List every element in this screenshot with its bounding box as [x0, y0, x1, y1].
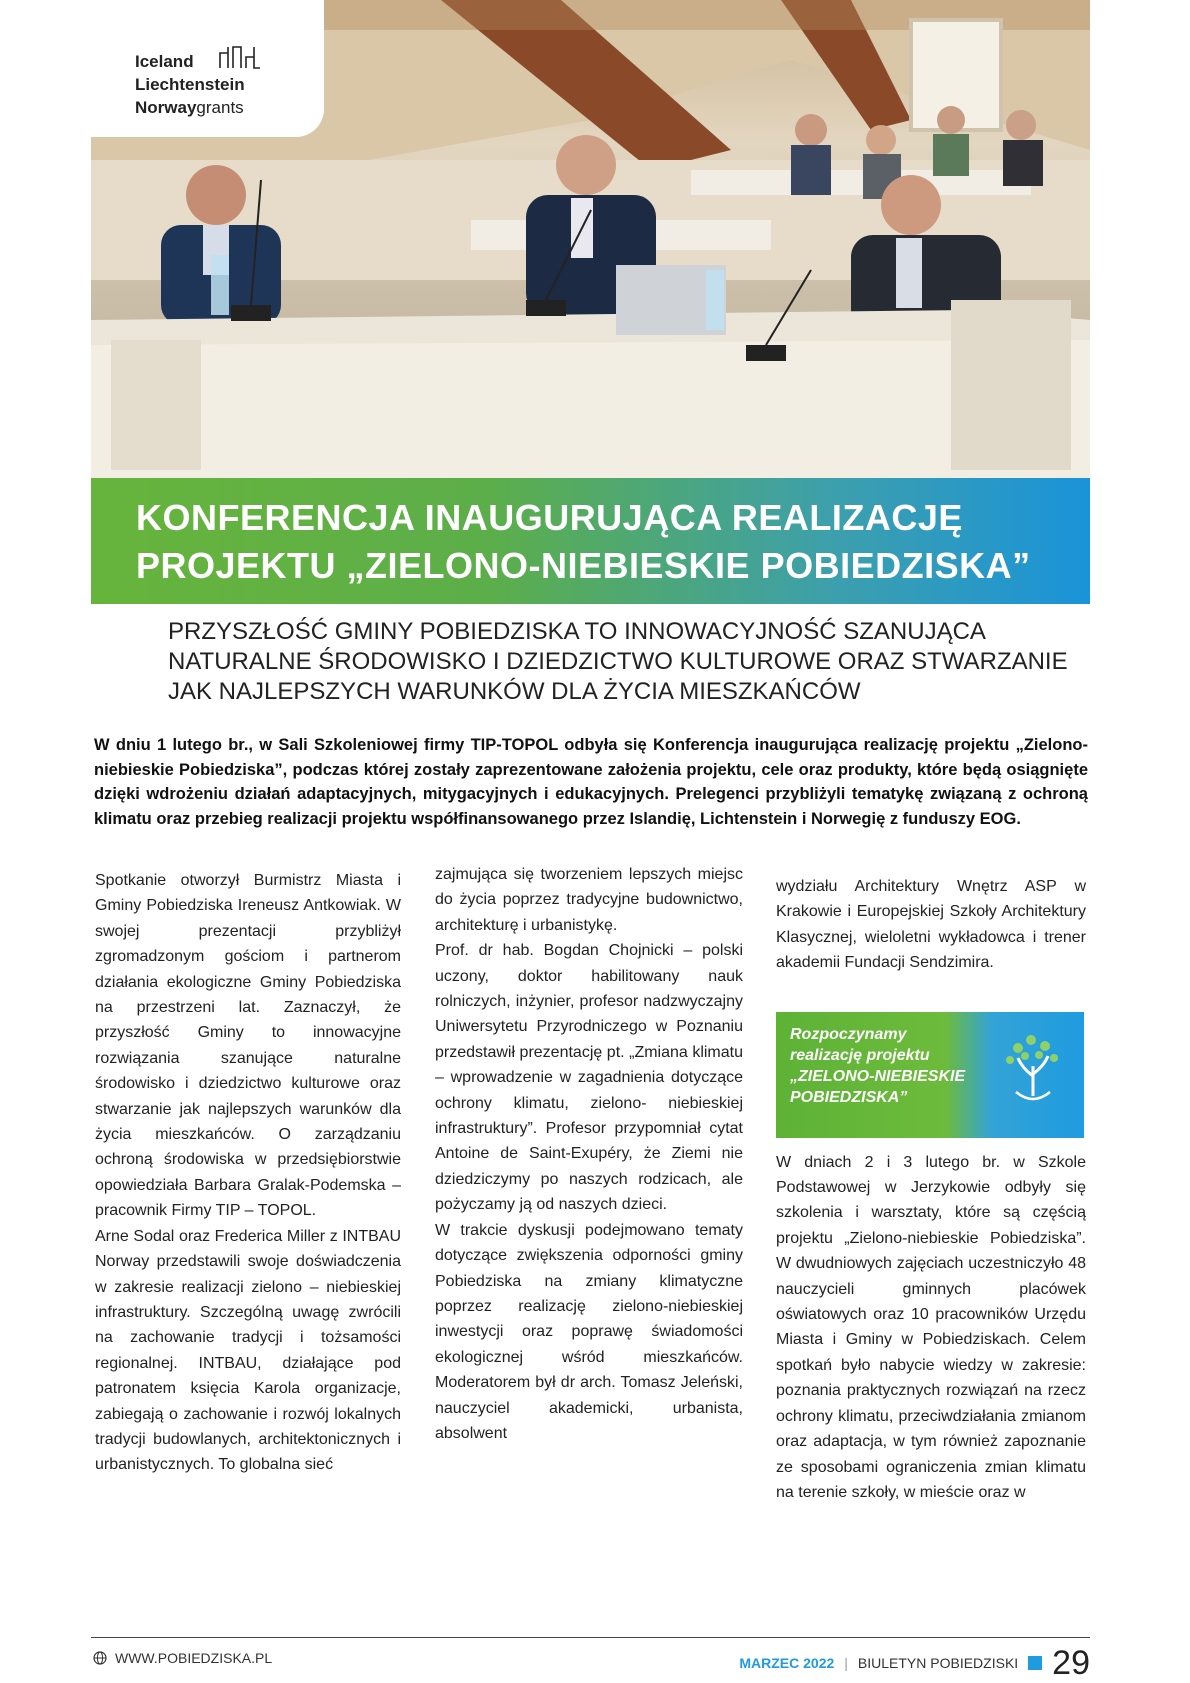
promo-line-2: realizację projektu: [790, 1046, 930, 1064]
title-line-1: KONFERENCJA INAUGURUJĄCA REALIZACJĘ: [136, 497, 963, 538]
globe-icon: [93, 1651, 107, 1665]
logo-norway: Norway: [135, 98, 197, 117]
logo-grants: grants: [196, 98, 244, 117]
column-3: [776, 874, 1086, 1505]
page-number: 29: [1052, 1644, 1090, 1682]
issue-separator: |: [844, 1655, 848, 1671]
logo-line-liechtenstein: Liechtenstein: [135, 75, 245, 94]
column-1: [95, 868, 401, 1478]
col1-paragraph-1: Spotkanie otworzył Burmistrz Miasta i Gminy Pobiedziska Ireneusz Antkowiak. W swojej prezentacji przybliżył zgromadzonym gościom i partnerom działania ekologiczne Gminy Pobiedziska na przestrzeni lat. Zaznaczył, że przyszłość Gminy to innowacyjne rozwiązania szanujące naturalne środowisko i dziedzictwo kulturowe oraz stwarzanie jak najlepszych warunków dla życia mieszkańców. O zarządzaniu ochroną środowiska w przedsiębiorstwie opowiedziała Barbara Gralak-Podemska – pracownik Firmy TIP – TOPOL.: [95, 872, 401, 1220]
subtitle-line-3: JAK NAJLEPSZYCH WARUNKÓW DLA ŻYCIA MIESZKAŃCÓW: [168, 678, 861, 705]
footer-website: [93, 1650, 272, 1666]
article-title: [136, 494, 1076, 590]
col2-paragraph-2: Prof. dr hab. Bogdan Chojnicki – polski uczony, doktor habilitowany nauk rolniczych, inżynier, profesor nadzwyczajny Uniwersytetu Przyrodniczego w Poznaniu przedstawił prezentację pt. „Zmiana klimatu – wprowadzenie w zagadnienia dotyczące ochrony klimatu, zielono- niebieskiej infrastruktury”. Profesor przypomniał cytat Antoine de Saint-Exupéry, że Ziemi nie dziedziczymy po naszych rodzicach, ale pożyczamy ją od naszych dzieci.: [435, 942, 743, 1214]
promo-line-4: POBIEDZISKA”: [790, 1088, 908, 1106]
col1-paragraph-2: Arne Sodal oraz Frederica Miller z INTBAU Norway przedstawili swoje doświadczenia w zakresie realizacji zielono – niebieskiej infrastruktury. Szczególną uwagę zwrócili na zachowanie tradycji i tożsamości regionalnej. INTBAU, działające pod patronatem księcia Karola organizacje, zabiegają o zachowanie i rozwój lokalnych tradycji budowlanych, architektonicznych i urbanistycznych. To globalna sieć: [95, 1227, 401, 1474]
col3-paragraph-1: wydziału Architektury Wnętrz ASP w Krakowie i Europejskiej Szkoły Architektury Klasycznej, wieloletni wykładowca i trener akademii Fundacji Sendzimira.: [776, 878, 1086, 972]
lead-paragraph: W dniu 1 lutego br., w Sali Szkoleniowej firmy TIP-TOPOL odbyła się Konferencja inaugurująca realizację projektu „Zielono-niebieskie Pobiedziska”, podczas której zostały zaprezentowane założenia projektu, cele oraz produkty, które będą osiągnięte dzięki wdrożeniu działań adaptacyjnych, mitygacyjnych i edukacyjnych. Prelegenci przybliżyli tematykę związaną z ochroną klimatu oraz przebieg realizacji projektu współfinansowanego przez Islandię, Lichtenstein i Norwegię z funduszy EOG.: [94, 736, 1088, 828]
promo-text: [790, 1024, 990, 1108]
blue-square-marker: [1028, 1656, 1042, 1670]
article-subtitle: [168, 617, 1068, 707]
subtitle-line-2: NATURALNE ŚRODOWISKO I DZIEDZICTWO KULTUROWE ORAZ STWARZANIE: [168, 648, 1068, 675]
footer-rule: [91, 1637, 1090, 1638]
col3-paragraph-2: W dniach 2 i 3 lutego br. w Szkole Podstawowej w Jerzykowie odbyły się szkolenia i warsztaty, które są częścią projektu „Zielono-niebieskie Pobiedziska”. W dwudniowych zajęciach uczestniczyło 48 nauczycieli gminnych placówek oświatowych oraz 10 pracowników Urzędu Miasta i Gminy w Pobiedziskach. Celem spotkań było nabycie wiedzy w zakresie: poznania praktycznych rozwiązań na rzecz ochrony klimatu, przeciwdziałania zmianom oraz adaptacja, w tym również zapoznanie ze sposobami ograniczenia zmian klimatu na terenie szkoły, w mieście oraz w: [776, 1153, 1086, 1501]
column-2: [435, 862, 743, 1446]
issue-month: MARZEC 2022: [739, 1655, 835, 1671]
title-band: [91, 478, 1090, 604]
logo-line-norway: [135, 96, 245, 119]
promo-line-1: Rozpoczynamy: [790, 1025, 907, 1043]
project-promo-banner: [776, 1012, 1084, 1138]
title-line-2: PROJEKTU „ZIELONO-NIEBIESKIE POBIEDZISKA”: [136, 545, 1031, 586]
publication-name: BIULETYN POBIEDZISKI: [857, 1655, 1019, 1671]
col2-paragraph-1: zajmująca się tworzeniem lepszych miejsc do życia poprzez tradycyjne budownictwo, architekturę i urbanistykę.: [435, 866, 743, 934]
promo-line-3: „ZIELONO-NIEBIESKIE: [790, 1067, 966, 1085]
col2-paragraph-3: W trakcie dyskusji podejmowano tematy dotyczące zwiększenia odporności gminy Pobiedziska na zmiany klimatyczne poprzez realizację zielono-niebieskiej inwestycji oraz poprawę świadomości ekologicznej wśród mieszkańców. Moderatorem był dr arch. Tomasz Jeleński, nauczyciel akademicki, urbanista, absolwent: [435, 1221, 743, 1442]
tree-icon: [998, 1026, 1068, 1110]
footer-issue: [739, 1646, 1090, 1680]
subtitle-line-1: PRZYSZŁOŚĆ GMINY POBIEDZISKA TO INNOWACYJNOŚĆ SZANUJĄCA: [168, 618, 986, 645]
logo-mark-icon: [219, 45, 261, 69]
eea-grants-logo: [91, 0, 324, 137]
logo-line-iceland: Iceland: [135, 52, 194, 71]
website-url[interactable]: WWW.POBIEDZISKA.PL: [115, 1650, 273, 1666]
